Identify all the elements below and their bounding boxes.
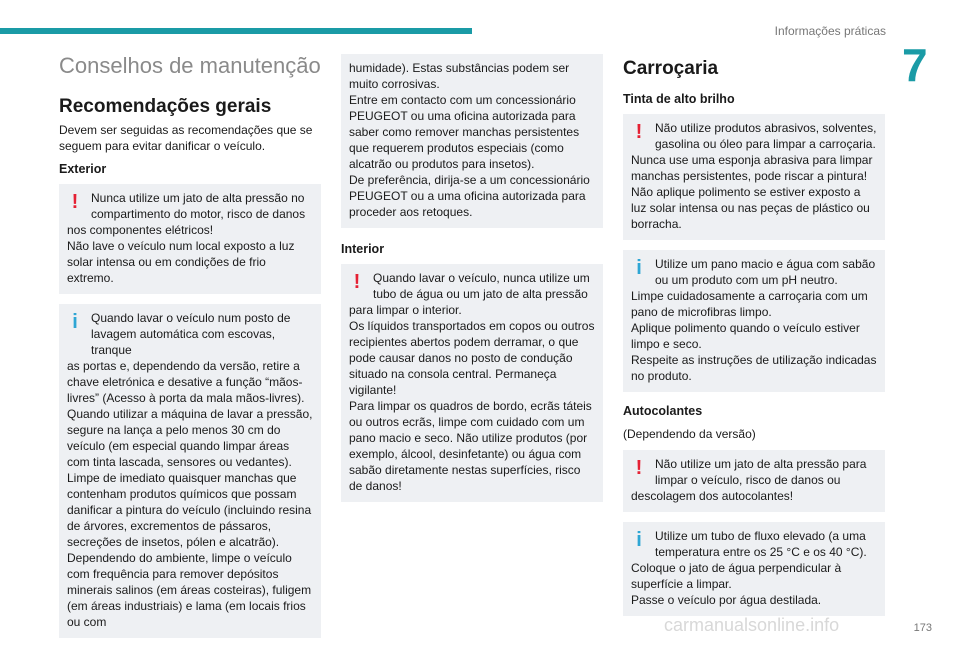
top-accent-bar xyxy=(0,28,472,34)
section-title: Conselhos de manutenção xyxy=(59,53,321,78)
info-box-continued: humidade). Estas substâncias podem ser muito corrosivas. Entre em contacto com um concessionário PEUGEOT ou uma oficina autorizada para saber como remover manchas persistentes que requerem produtos especiais (como alcatrão ou produtos para insetos). De preferência, dirija-se a um concessionário PEUGEOT ou a uma oficina autorizada para proceder aos retoques. xyxy=(341,54,603,228)
exclamation-icon: ! xyxy=(635,457,643,479)
stickers-note: (Dependendo da versão) xyxy=(623,427,756,441)
info-box xyxy=(623,250,885,392)
subheading-stickers: Autocolantes xyxy=(623,404,703,418)
exclamation-icon: ! xyxy=(71,191,79,214)
column-3 xyxy=(623,54,885,626)
subheading-interior: Interior xyxy=(341,242,385,256)
warning-lead: Quando lavar o veículo, nunca utilize um tubo de água ou um jato de alta pressão xyxy=(373,271,590,301)
warning-text: para limpar o interior. Os líquidos transportados em copos ou outros recipientes abertos podem derramar, o que pode causar danos no posto de condução situado na consola central. Permaneça vigilante! Para limpar os quadros de bordo, ecrãs táteis ou outros ecrãs, limpe com cuidado com um pano macio e seco. Não utilize produtos (por exemplo, álcool, desinfetante) ou água com sabão diretamente nestas superfícies, risco de danos! xyxy=(349,303,595,493)
info-icon: i xyxy=(636,257,642,279)
warning-box xyxy=(59,184,321,294)
watermark: carmanualsonline.info xyxy=(664,615,840,635)
warning-lead: Não utilize um jato de alta pressão para limpar o veículo, risco de danos ou xyxy=(655,457,867,487)
info-text: Limpe cuidadosamente a carroçaria com um pano de microfibras limpo. Aplique polimento quando o veículo estiver limpo e seco. Respeite as instruções de utilização indicadas no produto. xyxy=(631,289,877,383)
info-icon: i xyxy=(72,311,78,334)
warning-text: Nunca use uma esponja abrasiva para limpar manchas persistentes, pode riscar a pintura! Não aplique polimento se estiver exposto a luz solar intensa ou nas peças de plástico ou borracha. xyxy=(631,153,873,231)
info-lead: Utilize um tubo de fluxo elevado (a uma temperatura entre os 25 °C e os 40 °C). xyxy=(655,529,867,559)
subheading-exterior: Exterior xyxy=(59,162,107,177)
warning-box xyxy=(623,114,885,240)
info-box xyxy=(623,522,885,616)
warning-lead: Nunca utilize um jato de alta pressão no compartimento do motor, risco de danos xyxy=(91,191,306,222)
subheading-gloss-paint: Tinta de alto brilho xyxy=(623,92,735,106)
exclamation-icon: ! xyxy=(635,121,643,143)
intro-text: Devem ser seguidas as recomendações que se seguem para evitar danificar o veículo. xyxy=(59,123,313,154)
exclamation-icon: ! xyxy=(353,271,361,293)
info-icon: i xyxy=(636,529,642,551)
info-lead: Quando lavar o veículo num posto de lavagem automática com escovas, tranque xyxy=(91,311,291,358)
column-1 xyxy=(59,54,321,648)
chapter-title: Informações práticas xyxy=(774,24,886,38)
info-text: Coloque o jato de água perpendicular à superfície a limpar. Passe o veículo por água destilada. xyxy=(631,561,842,607)
info-lead: Utilize um pano macio e água com sabão ou um produto com um pH neutro. xyxy=(655,257,876,287)
warning-box xyxy=(623,450,885,512)
column-2 xyxy=(341,54,603,512)
warning-text: nos componentes elétricos! Não lave o veículo num local exposto a luz solar intensa ou em condições de frio extremo. xyxy=(67,223,295,286)
info-box xyxy=(59,304,321,638)
warning-text: descolagem dos autocolantes! xyxy=(631,489,794,503)
info-text: as portas e, dependendo da versão, retire a chave eletrónica e desative a função “mãos-livres” (Acesso à porta da mala mãos-livres). Quando utilizar a máquina de lavar a pressão, segure na lança a pelo menos 30 cm do veículo (em especial quando limpar áreas com tinta lascada, sensores ou vedantes). Limpe de imediato quaisquer manchas que contenham produtos químicos que possam danificar a pintura do veículo (incluindo resina de árvores, excrementos de pássaros, secreções de insetos, pólen e alcatrão). Dependendo do ambiente, limpe o veículo com frequência para remover depósitos minerais salinos (em áreas costeiras), fuligem (em áreas industriais) e lama (em locais frios ou com xyxy=(67,359,313,630)
warning-lead: Não utilize produtos abrasivos, solventes, gasolina ou óleo para limpar a carroçaria. xyxy=(655,121,877,151)
warning-box xyxy=(341,264,603,502)
chapter-number: 7 xyxy=(902,39,928,91)
heading-general: Recomendações gerais xyxy=(59,96,272,118)
page-number: 173 xyxy=(913,622,932,634)
heading-bodywork: Carroçaria xyxy=(623,58,719,79)
